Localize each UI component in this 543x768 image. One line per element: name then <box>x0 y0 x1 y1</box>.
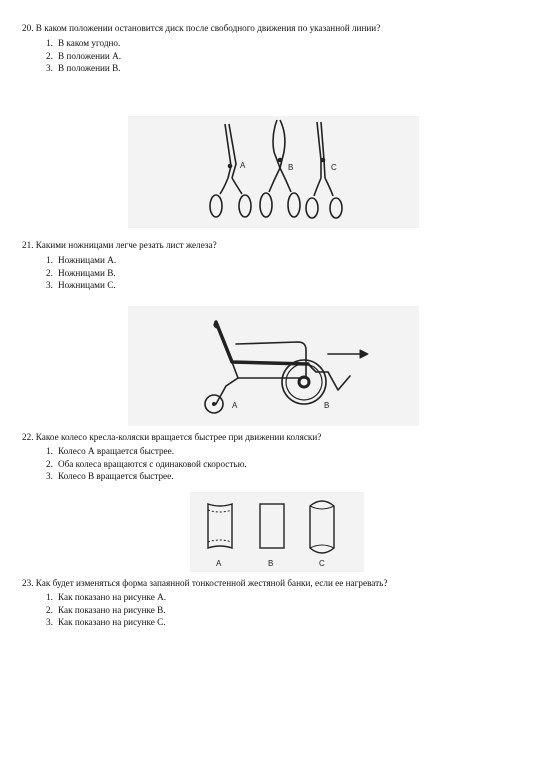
question-20-text: 20. В каком положении остановится диск после свободного движения по указанной линии? <box>22 23 381 33</box>
wheelchair-label-b: B <box>324 401 330 410</box>
option: 2. В положении А. <box>46 50 122 61</box>
option: 3. Ножницами С. <box>46 280 116 290</box>
scissors-label-a: A <box>240 161 246 170</box>
can-c-icon <box>310 501 334 553</box>
scissors-label-b: B <box>288 163 294 172</box>
option: 3. В положении В. <box>46 63 121 73</box>
wheel-a-icon <box>205 395 223 413</box>
can-label-c: C <box>319 559 325 568</box>
cans-figure <box>190 492 364 572</box>
option: 1. Как показано на рисунке А. <box>46 592 167 602</box>
question-22-text: 22. Какое колесо кресла-коляски вращается быстрее при движении коляски? <box>22 432 322 442</box>
option: 2. Как показано на рисунке В. <box>46 604 166 615</box>
can-b-icon <box>260 504 284 548</box>
scissors-a-icon <box>210 124 251 217</box>
scissors-figure <box>128 116 419 228</box>
question-22-options <box>46 445 247 483</box>
wheelchair-illustration <box>128 306 419 426</box>
wheelchair-label-a: A <box>232 401 238 410</box>
can-a-icon <box>208 504 232 548</box>
can-label-a: A <box>216 559 222 568</box>
question-23-text: 23. Как будет изменяться форма запаянной тонкостенной жестяной банки, если ее нагревать? <box>22 578 388 588</box>
wheelchair-figure <box>128 306 419 426</box>
scissors-illustration <box>128 116 419 228</box>
option: 2. Оба колеса вращаются с одинаковой скоростью. <box>46 458 247 469</box>
can-label-b: B <box>268 559 274 568</box>
scissors-b-icon <box>260 120 300 217</box>
option: 3. Колесо В вращается быстрее. <box>46 471 174 481</box>
option: 1. В каком угодно. <box>46 38 121 48</box>
question-21-options <box>46 254 116 292</box>
option: 1. Колесо А вращается быстрее. <box>46 446 175 456</box>
direction-arrow-icon <box>328 350 368 358</box>
option: 1. Ножницами А. <box>46 255 117 265</box>
wheel-b-icon <box>282 360 326 404</box>
question-21-text: 21. Какими ножницами легче резать лист железа? <box>22 240 217 250</box>
question-20-options <box>46 37 121 75</box>
cans-illustration <box>190 492 364 572</box>
question-23-options <box>46 591 166 629</box>
option: 3. Как показано на рисунке С. <box>46 617 166 627</box>
option: 2. Ножницами В. <box>46 267 116 278</box>
scissors-label-c: C <box>331 163 337 172</box>
